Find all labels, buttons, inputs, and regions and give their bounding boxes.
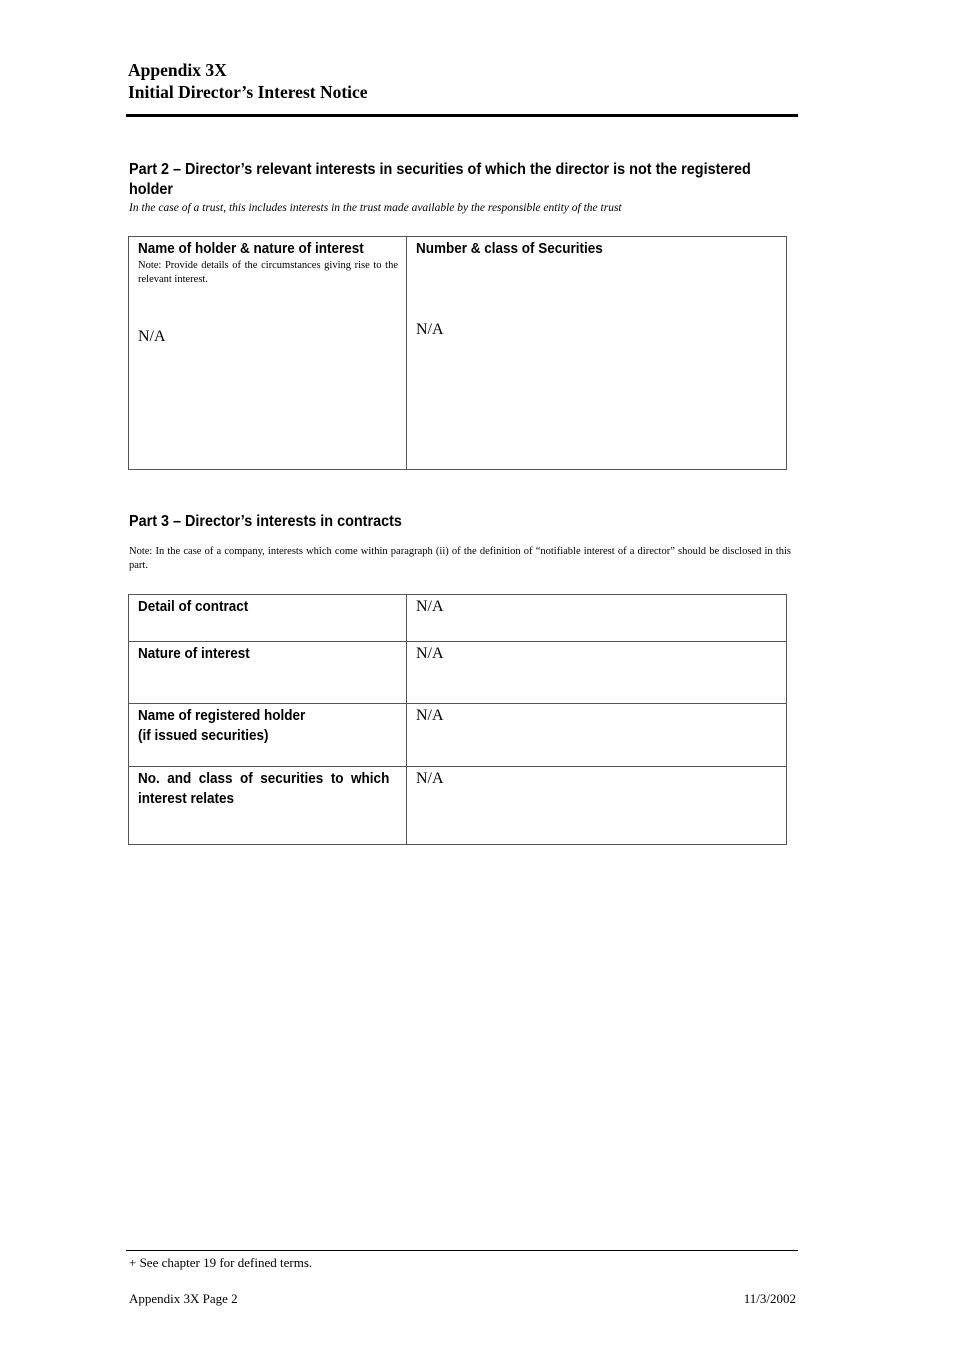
contract-detail-value-cell [407,595,787,642]
registered-holder-value-cell [407,704,787,767]
contract-detail-label: Detail of contract [138,598,249,615]
part2-table [128,236,787,470]
nature-interest-label-cell [129,642,407,704]
appendix-title: Appendix 3X [128,60,227,80]
page-label: Appendix 3X Page 2 [129,1291,238,1306]
securities-class-value-cell [407,767,787,845]
table-row [129,642,787,704]
nature-interest-value: N/A [416,645,444,662]
part2-subtitle: In the case of a trust, this includes interests in the trust made available by the responsible entity of the trust [129,202,622,214]
holder-nature-header: Name of holder & nature of interest [138,240,364,257]
table-row [129,704,787,767]
contract-detail-value: N/A [416,598,444,615]
header-rule [126,114,798,117]
part2-col1-cell [129,237,407,470]
notice-title: Initial Director’s Interest Notice [128,82,368,102]
part2-title-line1: Part 2 – Director’s relevant interests in securities of which the director is not the registered [129,161,751,178]
part2-title-line2: holder [129,181,174,198]
number-class-value: N/A [416,321,444,338]
securities-class-label-cell [129,767,407,845]
part3-note: Note: In the case of a company, interests which come within paragraph (ii) of the definition of “notifiable interest of a director” should be disclosed in this part. [129,546,791,571]
registered-holder-label: Name of registered holder [138,707,306,724]
contract-detail-label-cell [129,595,407,642]
holder-nature-note: Note: Provide details of the circumstances giving rise to the relevant interest. [138,260,398,285]
footer-rule [126,1250,798,1251]
part2-col2-cell [407,237,787,470]
registered-holder-label-cell [129,704,407,767]
part2-title [129,160,795,200]
part3-table [128,594,787,845]
securities-class-sublabel: interest relates [138,790,235,807]
securities-class-label: No. and class of securities to which [138,770,390,787]
document-header [128,59,368,103]
registered-holder-value: N/A [416,707,444,724]
securities-class-value: N/A [416,770,444,787]
part3-title: Part 3 – Director’s interests in contracts [129,513,402,530]
defined-terms-note: + See chapter 19 for defined terms. [129,1255,313,1270]
document-date: 11/3/2002 [743,1291,796,1306]
holder-nature-value: N/A [138,328,166,345]
number-class-header: Number & class of Securities [416,240,603,257]
nature-interest-label: Nature of interest [138,645,250,662]
nature-interest-value-cell [407,642,787,704]
table-row [129,595,787,642]
registered-holder-sublabel: (if issued securities) [138,727,269,744]
table-row [129,767,787,845]
